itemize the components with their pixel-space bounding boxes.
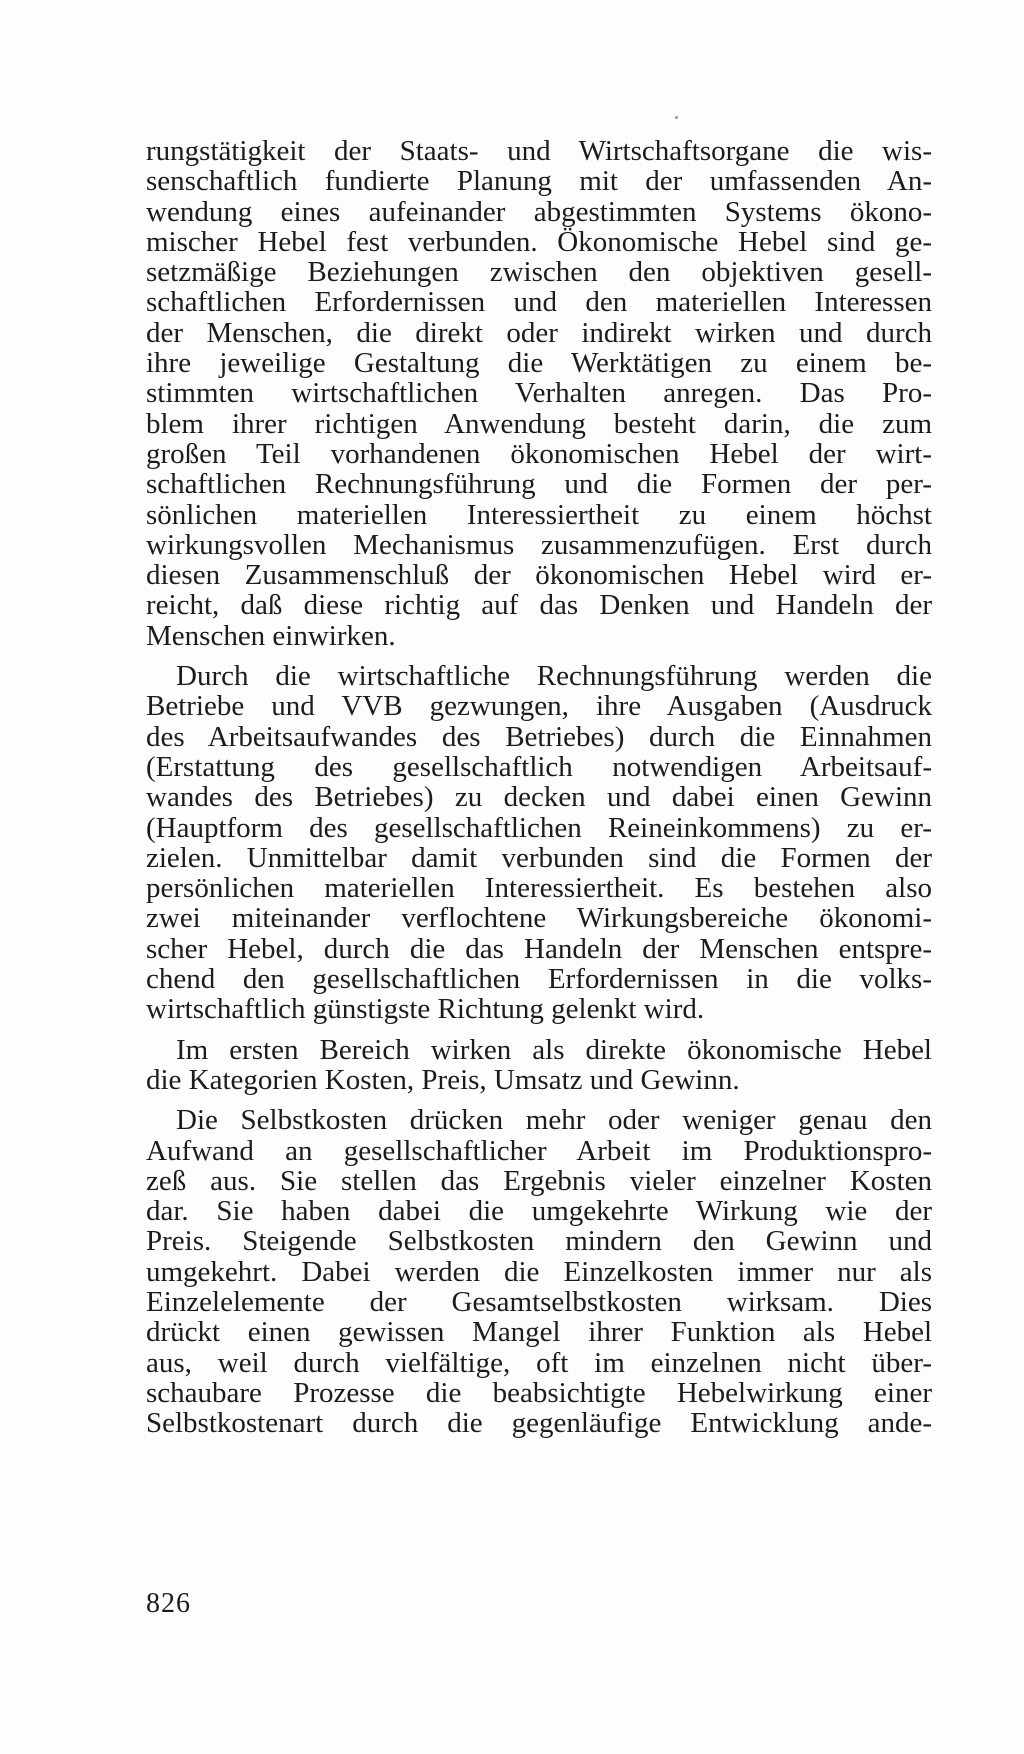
text-line: (Hauptform des gesellschaftlichen Reineinkommens) zu er- (146, 811, 932, 844)
text-line: schaftlichen Erfordernissen und den materiellen Interessen (146, 286, 932, 319)
paragraph (146, 136, 932, 651)
text-line: schaftlichen Rechnungsführung und die Formen der per- (146, 468, 932, 501)
text-line: (Erstattung des gesellschaftlich notwendigen Arbeitsauf- (146, 750, 932, 783)
text-line: mischer Hebel fest verbunden. Ökonomische Hebel sind ge- (146, 225, 932, 258)
page-number: 826 (146, 1588, 191, 1619)
text-line: Im ersten Bereich wirken als direkte ökonomische Hebel (176, 1033, 932, 1066)
text-line: drückt einen gewissen Mangel ihrer Funktion als Hebel (146, 1316, 932, 1349)
text-line: stimmten wirtschaftlichen Verhalten anregen. Das Pro- (146, 377, 932, 410)
text-line: der Menschen, die direkt oder indirekt wirken und durch (146, 316, 932, 349)
text-line: reicht, daß diese richtig auf das Denken und Handeln der (146, 589, 932, 622)
text-line: Preis. Steigende Selbstkosten mindern den Gewinn und (146, 1225, 932, 1258)
text-line: wendung eines aufeinander abgestimmten Systems ökono- (146, 195, 932, 228)
text-line: Menschen einwirken. (146, 619, 396, 652)
text-line: Selbstkostenart durch die gegenläufige Entwicklung ande- (146, 1407, 932, 1440)
text-line: schaubare Prozesse die beabsichtigte Hebelwirkung einer (146, 1376, 932, 1409)
text-line: blem ihrer richtigen Anwendung besteht darin, die zum (146, 407, 932, 440)
text-line: die Kategorien Kosten, Preis, Umsatz und Gewinn. (146, 1063, 740, 1096)
text-line: zwei miteinander verflochtene Wirkungsbereiche ökonomi- (146, 902, 932, 935)
text-line: ihre jeweilige Gestaltung die Werktätigen zu einem be- (146, 347, 932, 380)
text-line: persönlichen materiellen Interessiertheit. Es bestehen also (146, 872, 932, 905)
text-line: senschaftlich fundierte Planung mit der umfassenden An- (146, 165, 932, 198)
print-speck (675, 116, 678, 119)
text-line: Betriebe und VVB gezwungen, ihre Ausgaben (Ausdruck (146, 690, 932, 723)
text-line: Einzelelemente der Gesamtselbstkosten wirksam. Dies (146, 1285, 932, 1318)
text-line: Durch die wirtschaftliche Rechnungsführung werden die (176, 660, 932, 693)
text-line: zeß aus. Sie stellen das Ergebnis vieler einzelner Kosten (146, 1164, 932, 1197)
text-line: sönlichen materiellen Interessiertheit zu einem höchst (146, 498, 932, 531)
text-line: zielen. Unmittelbar damit verbunden sind die Formen der (146, 841, 932, 874)
text-line: setzmäßige Beziehungen zwischen den objektiven gesell- (146, 256, 932, 289)
text-line: scher Hebel, durch die das Handeln der Menschen entspre- (146, 932, 932, 965)
text-line: des Arbeitsaufwandes des Betriebes) durch die Einnahmen (146, 720, 932, 753)
text-line: chend den gesellschaftlichen Erfordernissen in die volks- (146, 963, 932, 996)
text-line: umgekehrt. Dabei werden die Einzelkosten immer nur als (146, 1255, 932, 1288)
text-line: Aufwand an gesellschaftlicher Arbeit im Produktionspro- (146, 1134, 932, 1167)
text-line: wandes des Betriebes) zu decken und dabei einen Gewinn (146, 781, 932, 814)
body-text (146, 136, 932, 1448)
text-line: dar. Sie haben dabei die umgekehrte Wirkung wie der (146, 1195, 932, 1228)
paragraph (146, 1105, 932, 1438)
text-line: rungstätigkeit der Staats- und Wirtschaftsorgane die wis- (146, 135, 932, 167)
text-line: wirtschaftlich günstigste Richtung gelenkt wird. (146, 993, 705, 1026)
text-line: aus, weil durch vielfältige, oft im einzelnen nicht über- (146, 1346, 932, 1379)
text-line: wirkungsvollen Mechanismus zusammenzufügen. Erst durch (146, 528, 932, 561)
paragraph (146, 661, 932, 1025)
text-line: diesen Zusammenschluß der ökonomischen Hebel wird er- (146, 559, 932, 592)
text-line: Die Selbstkosten drücken mehr oder weniger genau den (176, 1104, 932, 1137)
paragraph (146, 1035, 932, 1096)
text-line: großen Teil vorhandenen ökonomischen Hebel der wirt- (146, 437, 932, 470)
